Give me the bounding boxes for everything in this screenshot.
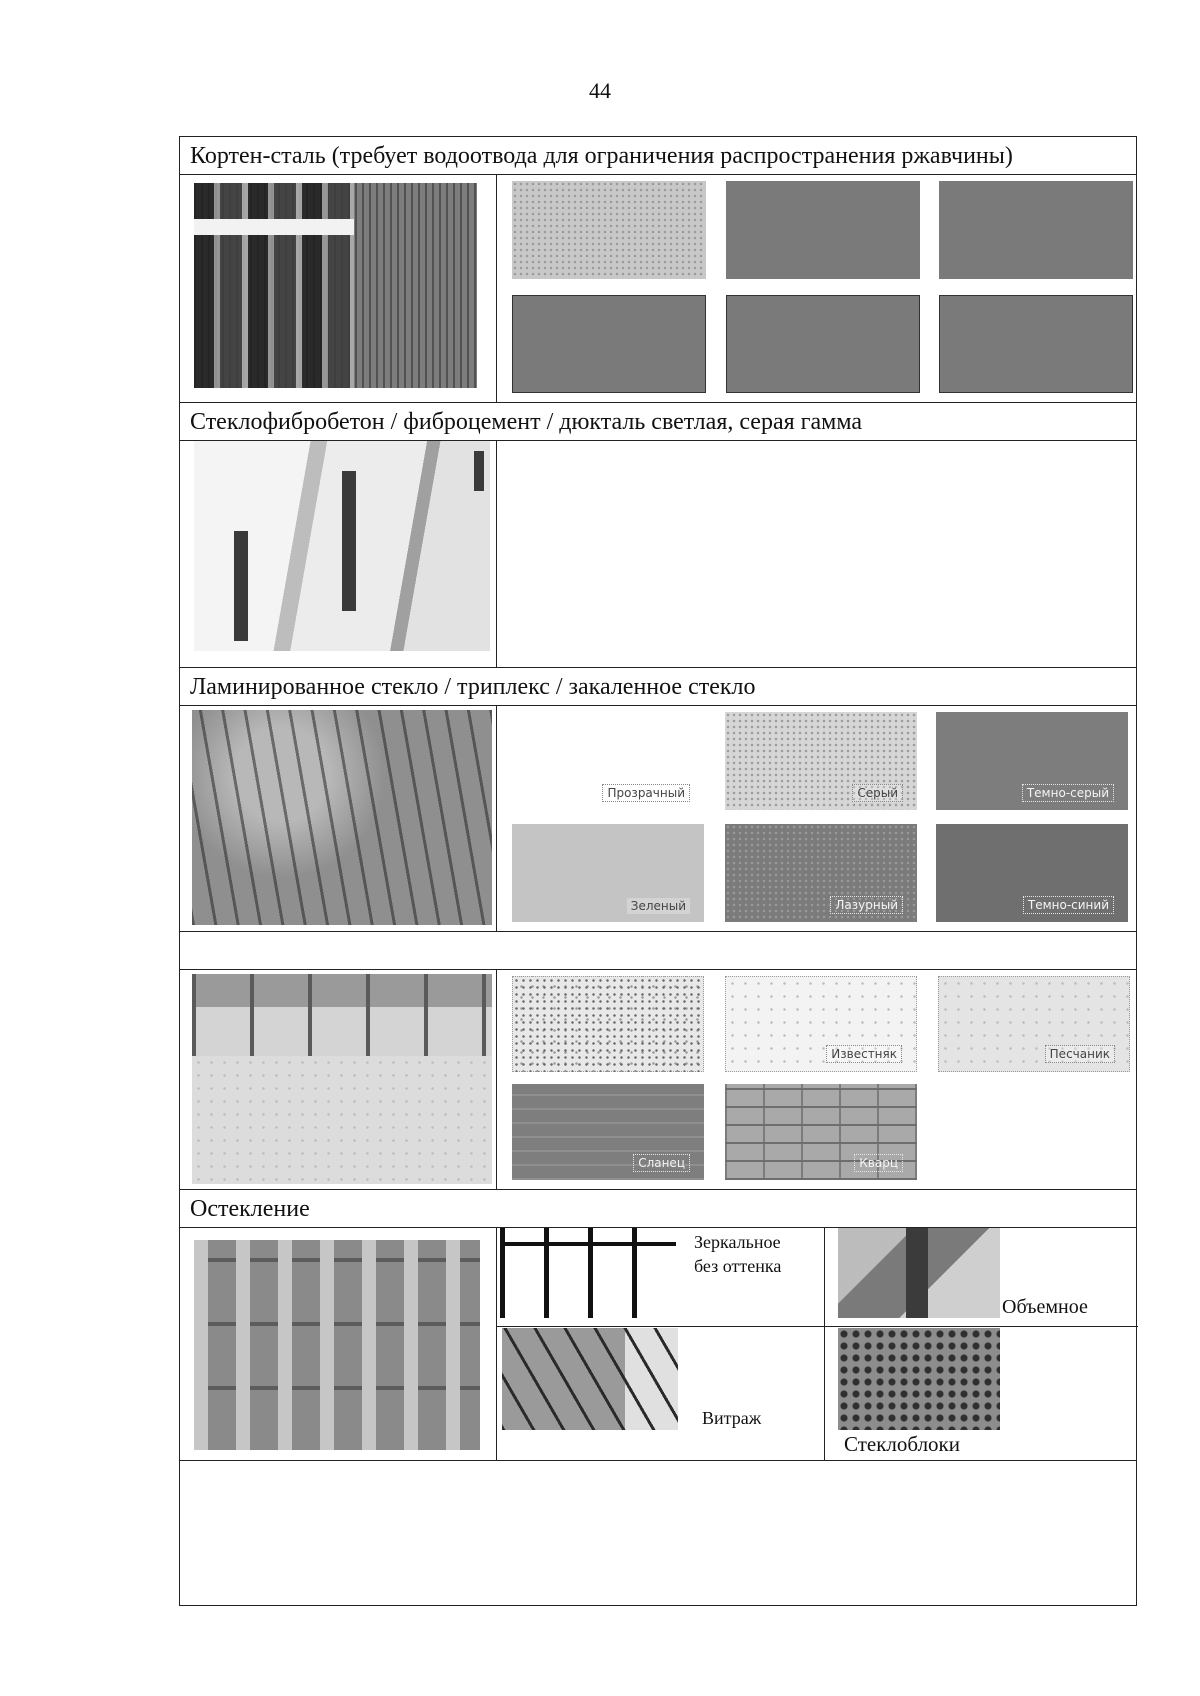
swatch-label: Темно-серый: [1022, 784, 1114, 802]
swatch-label: Песчаник: [1045, 1045, 1115, 1063]
stone-swatch-slate: [512, 1084, 704, 1180]
empty-row: [180, 1461, 1136, 1607]
corten-swatch-3: [939, 181, 1133, 279]
glass-blocks-photo: [838, 1328, 1000, 1430]
swatch-label: Темно-синий: [1023, 896, 1114, 914]
section-content-glass: [180, 706, 1136, 932]
corten-swatch-2: [726, 181, 920, 279]
glass-swatch-green: [512, 824, 704, 922]
section-header-corten: [180, 137, 1136, 175]
stone-swatch-quartz: [725, 1084, 917, 1180]
section-title: Остекление: [190, 1195, 310, 1222]
section-content-corten: [180, 175, 1136, 403]
swatch-label: Кварц: [854, 1154, 903, 1172]
swatch-label: Лазурный: [830, 896, 903, 914]
section-content-stone: [180, 970, 1136, 1190]
section-title: Стеклофибробетон / фиброцемент / дюкталь светлая, серая гамма: [190, 408, 862, 435]
fiber-concrete-facade-photo: [194, 441, 490, 651]
page-number: 44: [589, 78, 611, 103]
stone-facade-photo-top: [192, 974, 492, 1056]
section-header-glass: [180, 668, 1136, 706]
laminated-glass-photo: [192, 710, 492, 925]
section-header-stone: [180, 932, 1136, 970]
glazing-label-stained: Витраж: [702, 1408, 762, 1428]
glass-swatch-grey: [725, 712, 917, 810]
glazing-storefront-photo: [194, 1240, 480, 1450]
section-title: Кортен-сталь (требует водоотвода для ограничения распространения ржавчины): [190, 142, 1013, 169]
stone-facade-photo-bottom: [192, 1056, 492, 1184]
glazing-label-mirror: Зеркальное без оттенка: [694, 1232, 782, 1277]
corten-facade-photo: [194, 183, 477, 388]
volume-glazing-photo: [838, 1228, 1000, 1318]
section-title: Ламинированное стекло / триплекс / закаленное стекло: [190, 673, 756, 700]
corten-swatch-6: [939, 295, 1133, 393]
glazing-label-blocks: Стеклоблоки: [844, 1432, 960, 1456]
stone-swatch-granite: [512, 976, 704, 1072]
swatch-label: Зеленый: [627, 898, 690, 914]
swatch-label: Прозрачный: [602, 784, 690, 802]
swatch-label: Известняк: [826, 1045, 902, 1063]
section-header-glazing: [180, 1190, 1136, 1228]
mirror-glazing-photo: [500, 1228, 676, 1318]
glass-swatch-dark-blue: [936, 824, 1128, 922]
corten-swatch-4: [512, 295, 706, 393]
section-content-fiber: [180, 441, 1136, 668]
corten-swatch-5: [726, 295, 920, 393]
section-content-glazing: [180, 1228, 1136, 1461]
stone-swatch-sandstone: [938, 976, 1130, 1072]
glass-swatch-dark-grey: [936, 712, 1128, 810]
materials-table: [179, 136, 1137, 1606]
corten-swatch-1: [512, 181, 706, 279]
section-header-fiber: [180, 403, 1136, 441]
glass-swatch-clear: [512, 712, 704, 810]
glass-swatch-azure: [725, 824, 917, 922]
swatch-label: Сланец: [633, 1154, 690, 1172]
stained-glass-photo: [502, 1328, 678, 1430]
stone-swatch-limestone: [725, 976, 917, 1072]
swatch-label: Серый: [852, 784, 903, 802]
glazing-label-volume: Объемное: [1002, 1296, 1088, 1318]
